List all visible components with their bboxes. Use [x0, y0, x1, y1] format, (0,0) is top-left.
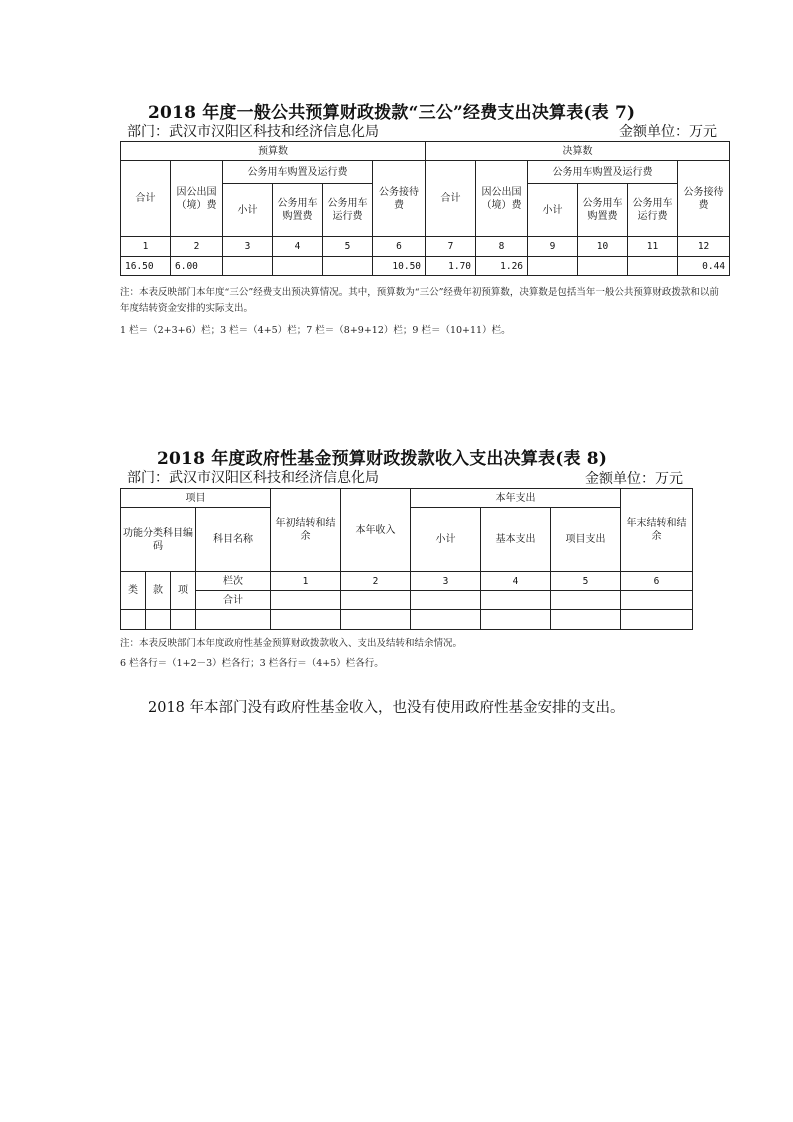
table8-unit: 金额单位：万元 — [585, 471, 683, 487]
basic-expense-header: 基本支出 — [481, 508, 551, 572]
total-label: 合计 — [196, 591, 271, 610]
table7-dept: 部门：武汉市汉阳区科技和经济信息化局 — [127, 124, 379, 140]
func-class-header: 功能分类科目编码 — [121, 508, 196, 572]
final-vehicle-purchase-header: 公务用车购置费 — [578, 184, 628, 237]
empty-cell — [121, 610, 146, 630]
empty-cell — [551, 610, 621, 630]
budget-abroad-header: 因公出国（境）费 — [171, 161, 223, 237]
table7-unit: 金额单位：万元 — [619, 124, 717, 140]
final-total-value: 1.70 — [426, 257, 476, 276]
table7-formula-note: 1 栏＝（2+3+6）栏；3 栏＝（4+5）栏；7 栏＝（8+9+12）栏；9 栏＝（10+11）栏。 — [120, 325, 511, 336]
empty-cell — [621, 591, 693, 610]
budget-group-header: 预算数 — [121, 142, 426, 161]
expense-subtotal-header: 小计 — [411, 508, 481, 572]
table8-grid — [120, 488, 693, 630]
budget-vehicle-operation-value — [323, 257, 373, 276]
total-row — [121, 591, 693, 610]
column-number-row — [121, 237, 730, 257]
table8-dept: 部门：武汉市汉阳区科技和经济信息化局 — [127, 470, 379, 486]
col-number: 1 — [271, 572, 341, 591]
col-number: 1 — [121, 237, 171, 257]
empty-cell — [271, 591, 341, 610]
col-number: 7 — [426, 237, 476, 257]
final-reception-value: 0.44 — [678, 257, 730, 276]
budget-vehicle-purchase-header: 公务用车购置费 — [273, 184, 323, 237]
table8-title: 2018 年度政府性基金预算财政拨款收入支出决算表(表 8) — [157, 449, 608, 469]
blank-row — [121, 610, 693, 630]
final-group-header: 决算数 — [426, 142, 730, 161]
col-number: 5 — [551, 572, 621, 591]
empty-cell — [411, 591, 481, 610]
final-vehicle-purchase-value — [578, 257, 628, 276]
col-number: 4 — [481, 572, 551, 591]
empty-cell — [481, 610, 551, 630]
table8-note: 注：本表反映部门本年度政府性基金预算财政拨款收入、支出及结转和结余情况。 — [120, 638, 463, 649]
budget-abroad-value: 6.00 — [171, 257, 223, 276]
final-subtotal-header: 小计 — [528, 184, 578, 237]
final-vehicle-operation-value — [628, 257, 678, 276]
col-number: 6 — [373, 237, 426, 257]
empty-cell — [411, 610, 481, 630]
budget-reception-value: 10.50 — [373, 257, 426, 276]
end-balance-header: 年末结转和结余 — [621, 489, 693, 572]
col-number: 10 — [578, 237, 628, 257]
table8-formula-note: 6 栏各行＝（1+2－3）栏各行；3 栏各行＝（4+5）栏各行。 — [120, 658, 384, 669]
project-expense-header: 项目支出 — [551, 508, 621, 572]
empty-cell — [341, 610, 411, 630]
kuan-header: 款 — [146, 572, 171, 610]
final-vehicle-group-header: 公务用车购置及运行费 — [528, 161, 678, 184]
final-abroad-header: 因公出国（境）费 — [476, 161, 528, 237]
final-total-header: 合计 — [426, 161, 476, 237]
final-vehicle-operation-header: 公务用车运行费 — [628, 184, 678, 237]
col-number: 9 — [528, 237, 578, 257]
empty-cell — [341, 591, 411, 610]
budget-total-header: 合计 — [121, 161, 171, 237]
begin-balance-header: 年初结转和结余 — [271, 489, 341, 572]
table7-title: 2018 年度一般公共预算财政拨款“三公”经费支出决算表(表 7) — [148, 103, 636, 123]
budget-reception-header: 公务接待费 — [373, 161, 426, 237]
value-row — [121, 257, 730, 276]
empty-cell — [146, 610, 171, 630]
col-number: 2 — [171, 237, 223, 257]
col-number: 11 — [628, 237, 678, 257]
empty-cell — [551, 591, 621, 610]
budget-vehicle-operation-header: 公务用车运行费 — [323, 184, 373, 237]
final-abroad-value: 1.26 — [476, 257, 528, 276]
expense-group-header: 本年支出 — [411, 489, 621, 508]
col-number: 3 — [411, 572, 481, 591]
table7-note: 注：本表反映部门本年度“三公”经费支出预决算情况。其中，预算数为“三公”经费年初预算数，决算数是包括当年一般公共预算财政拨款和以前年度结转资金安排的实际支出。 — [120, 287, 719, 314]
budget-subtotal-value — [223, 257, 273, 276]
budget-vehicle-purchase-value — [273, 257, 323, 276]
budget-vehicle-group-header: 公务用车购置及运行费 — [223, 161, 373, 184]
xiang-header: 项 — [171, 572, 196, 610]
final-subtotal-value — [528, 257, 578, 276]
empty-cell — [621, 610, 693, 630]
col-number: 2 — [341, 572, 411, 591]
empty-cell — [171, 610, 196, 630]
no-fund-statement: 2018 年本部门没有政府性基金收入，也没有使用政府性基金安排的支出。 — [148, 700, 625, 716]
empty-cell — [481, 591, 551, 610]
final-reception-header: 公务接待费 — [678, 161, 730, 237]
lei-header: 类 — [121, 572, 146, 610]
subject-name-header: 科目名称 — [196, 508, 271, 572]
item-header: 项目 — [121, 489, 271, 508]
col-number: 6 — [621, 572, 693, 591]
budget-total-value: 16.50 — [121, 257, 171, 276]
table7-grid — [120, 141, 730, 276]
col-number: 3 — [223, 237, 273, 257]
empty-cell — [196, 610, 271, 630]
empty-cell — [271, 610, 341, 630]
col-number: 12 — [678, 237, 730, 257]
lanci-label: 栏次 — [196, 572, 271, 591]
col-number: 8 — [476, 237, 528, 257]
income-header: 本年收入 — [341, 489, 411, 572]
budget-subtotal-header: 小计 — [223, 184, 273, 237]
col-number: 5 — [323, 237, 373, 257]
col-number: 4 — [273, 237, 323, 257]
